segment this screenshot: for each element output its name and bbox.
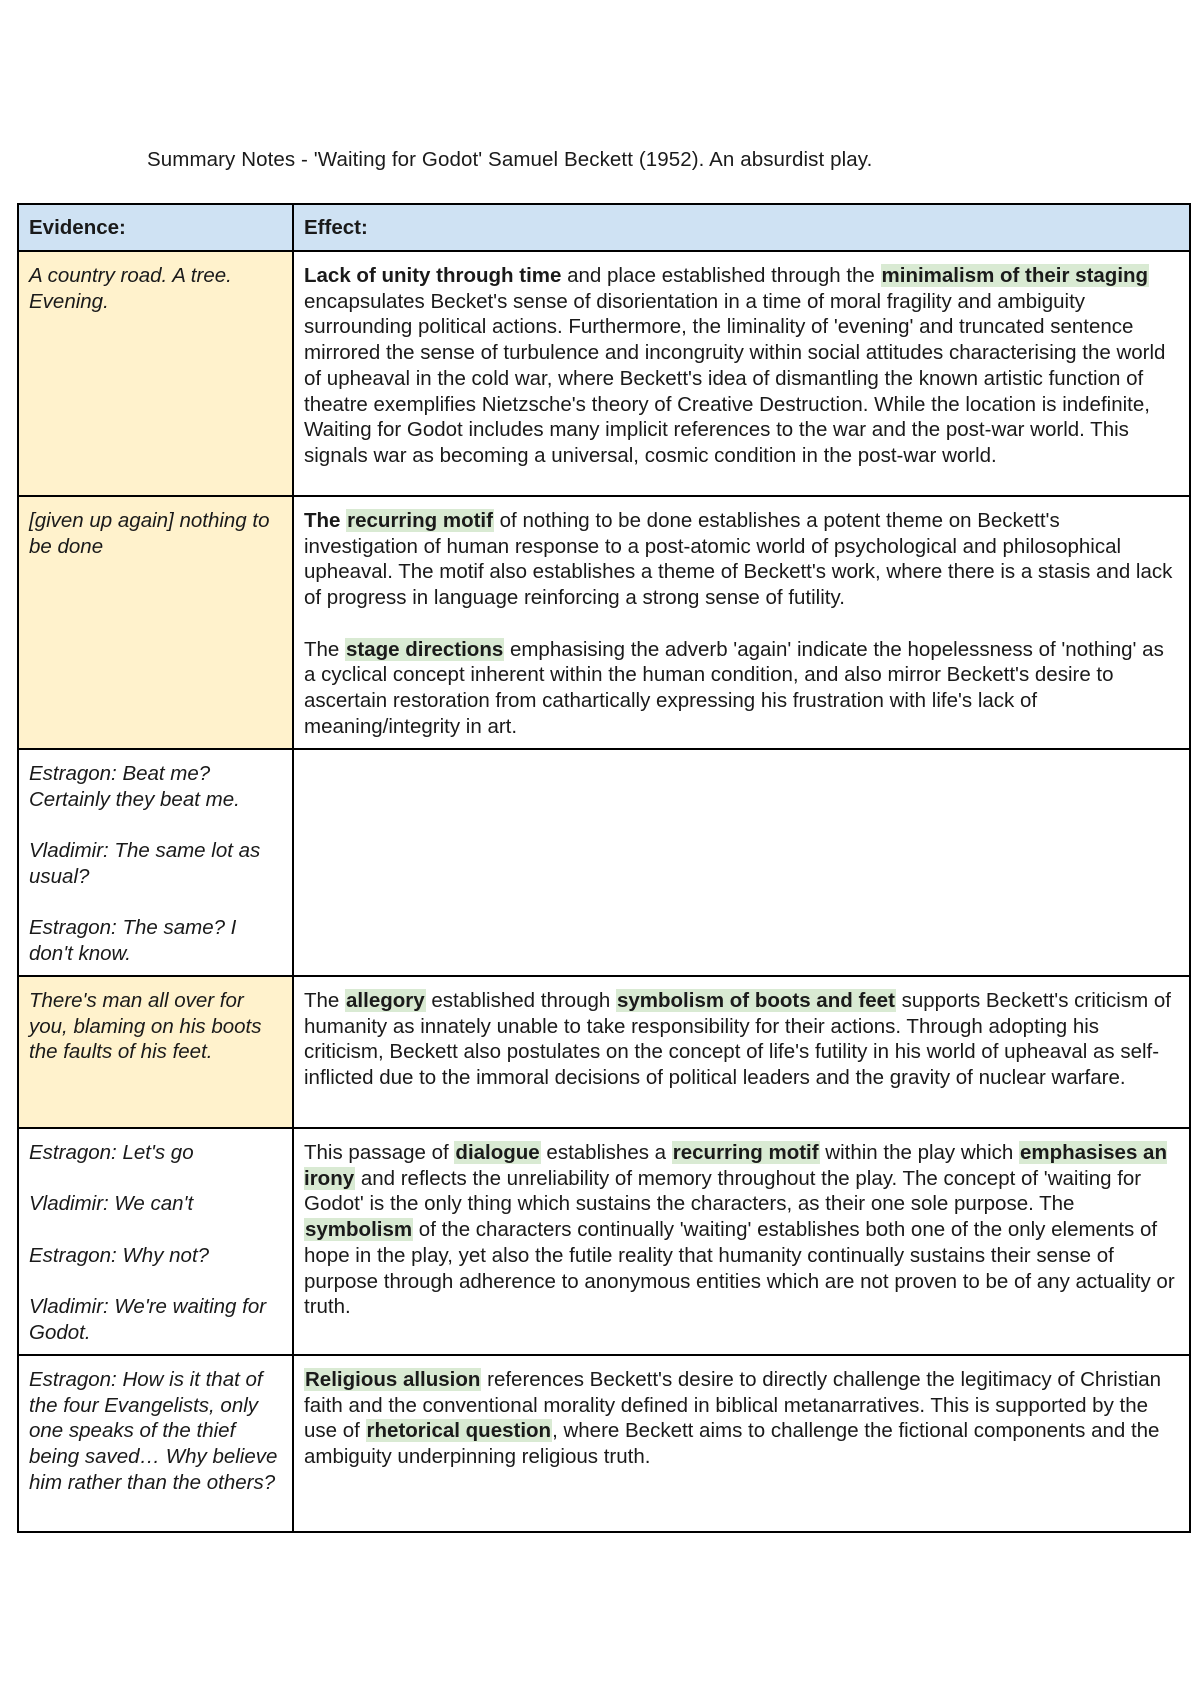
highlighted-term: stage directions — [346, 637, 504, 661]
effect-text: of the characters continually 'waiting' establishes both one of the only elements of hope in the play, yet also the futile reality that humanity continually sustains their sense of purpose through adherence to anonymous entities which are not proven to be of any actuality or truth. — [304, 1218, 1175, 1319]
effect-text: supports Beckett's criticism of humanity as innately unable to take responsibility for their actions. Through adopting his criticism, Beckett also postulates on the concept of life's futility in his world of upheaval as self-inflicted due to the immoral decisions of political leaders and the gravity of nuclear warfare. — [304, 989, 1171, 1090]
highlighted-term: Religious allusion — [305, 1368, 481, 1391]
effect-text: established through — [425, 989, 616, 1012]
evidence-quote: There's man all over for you, blaming on his boots the faults of his feet. — [29, 989, 262, 1064]
bold-term: Lack of unity through time — [304, 264, 562, 287]
effect-paragraph — [304, 988, 1179, 1091]
effect-text: The — [304, 637, 346, 661]
effect-text: of nothing to be done establishes a potent theme on Beckett's investigation of human response to a post-atomic world of psychological and philosophical upheaval. The motif also establishes a theme of Beckett's work, where there is a stasis and lack of progress in language reinforcing a strong sense of futility. — [304, 509, 1173, 610]
effect-text: , where Beckett aims to challenge the fictional components and the ambiguity underpinning religious truth. — [304, 1419, 1160, 1469]
effect-text: and reflects the unreliability of memory throughout the play. The concept of 'waiting for Godot' is the only thing which sustains the characters, as their one sole purpose. The — [304, 1166, 1142, 1216]
effect-cell — [293, 976, 1190, 1128]
table-row — [18, 749, 1190, 976]
effect-text: The — [304, 989, 346, 1012]
evidence-cell — [18, 976, 293, 1128]
effect-cell — [293, 251, 1190, 496]
table-row — [18, 1355, 1190, 1532]
evidence-quote: Estragon: How is it that of the four Evangelists, only one speaks of the thief being saved… Why believe him rather than the others? — [29, 1368, 278, 1494]
evidence-quote: Vladimir: We can't — [29, 1192, 194, 1216]
highlighted-term: allegory — [346, 989, 425, 1012]
highlighted-term: emphasises an irony — [304, 1141, 1167, 1190]
effect-paragraph — [304, 1367, 1179, 1470]
effect-cell — [293, 1355, 1190, 1532]
evidence-quote: Vladimir: The same lot as usual? — [29, 839, 261, 888]
effect-column-header: Effect: — [293, 204, 1190, 251]
evidence-quote: Estragon: Why not? — [29, 1243, 210, 1267]
table-row — [18, 976, 1190, 1128]
evidence-quote: A country road. A tree. Evening. — [29, 264, 232, 313]
notes-table — [17, 203, 1191, 1533]
highlighted-term: dialogue — [455, 1141, 540, 1164]
evidence-quote: Estragon: Beat me? Certainly they beat me. — [29, 762, 240, 811]
table-row — [18, 496, 1190, 749]
evidence-cell — [18, 251, 293, 496]
evidence-cell — [18, 1355, 293, 1532]
highlighted-term: rhetorical question — [366, 1419, 552, 1443]
highlighted-term: recurring motif — [672, 1141, 819, 1164]
highlighted-term: symbolism of boots and feet — [616, 989, 895, 1012]
page-title: Summary Notes - 'Waiting for Godot' Samuel Beckett (1952). An absurdist play. — [147, 148, 873, 171]
effect-text: This passage of — [304, 1141, 455, 1164]
effect-text: emphasising the adverb 'again' indicate the hopelessness of 'nothing' as a cyclical concept inherent within the human condition, and also mirror Beckett's desire to ascertain restoration from cathartically expressing his frustration with life's lack of meaning/integrity in art. — [304, 637, 1164, 738]
effect-text: references Beckett's desire to directly challenge the legitimacy of Christian faith and the conventional morality defined in biblical metanarratives. This is supported by the use of — [304, 1368, 1162, 1443]
effect-text: and place established through the — [561, 264, 881, 287]
highlighted-term: recurring motif — [347, 509, 493, 532]
highlighted-term: symbolism — [305, 1218, 413, 1242]
evidence-quote: Estragon: The same? I don't know. — [29, 916, 237, 965]
effect-text: encapsulates Becket's sense of disorientation in a time of moral fragility and ambiguity surrounding political actions. Furthermore, the liminality of 'evening' and truncated sentence mirrored the sense of turbulence and incongruity within social attitudes characterising the world of upheaval in the cold war, where Beckett's idea of dismantling the known artistic function of theatre exemplifies Nietzsche's theory of Creative Destruction. While the location is indefinite, Waiting for Godot includes many implicit references to the war and the post-war world. This signals war as becoming a universal, cosmic condition in the post-war world. — [304, 289, 1166, 467]
evidence-column-header: Evidence: — [18, 204, 293, 251]
effect-text: establishes a — [540, 1141, 672, 1164]
effect-text: within the play which — [819, 1141, 1019, 1164]
effect-cell — [293, 1128, 1190, 1355]
evidence-quote: Vladimir: We're waiting for Godot. — [29, 1295, 267, 1344]
evidence-quote: [given up again] nothing to be done — [29, 509, 270, 558]
table-header-row — [18, 204, 1190, 251]
evidence-quote: Estragon: Let's go — [29, 1141, 194, 1164]
evidence-cell — [18, 1128, 293, 1355]
bold-term: The — [304, 509, 347, 532]
effect-paragraph — [304, 1140, 1179, 1320]
evidence-cell — [18, 496, 293, 749]
highlighted-term: minimalism of their staging — [881, 264, 1149, 287]
table-row — [18, 1128, 1190, 1355]
effect-cell — [293, 496, 1190, 749]
effect-cell — [293, 749, 1190, 976]
table-body — [18, 251, 1190, 1532]
table-row — [18, 251, 1190, 496]
evidence-cell — [18, 749, 293, 976]
effect-paragraph — [304, 508, 1179, 611]
effect-paragraph — [304, 263, 1179, 469]
effect-paragraph — [304, 637, 1179, 740]
